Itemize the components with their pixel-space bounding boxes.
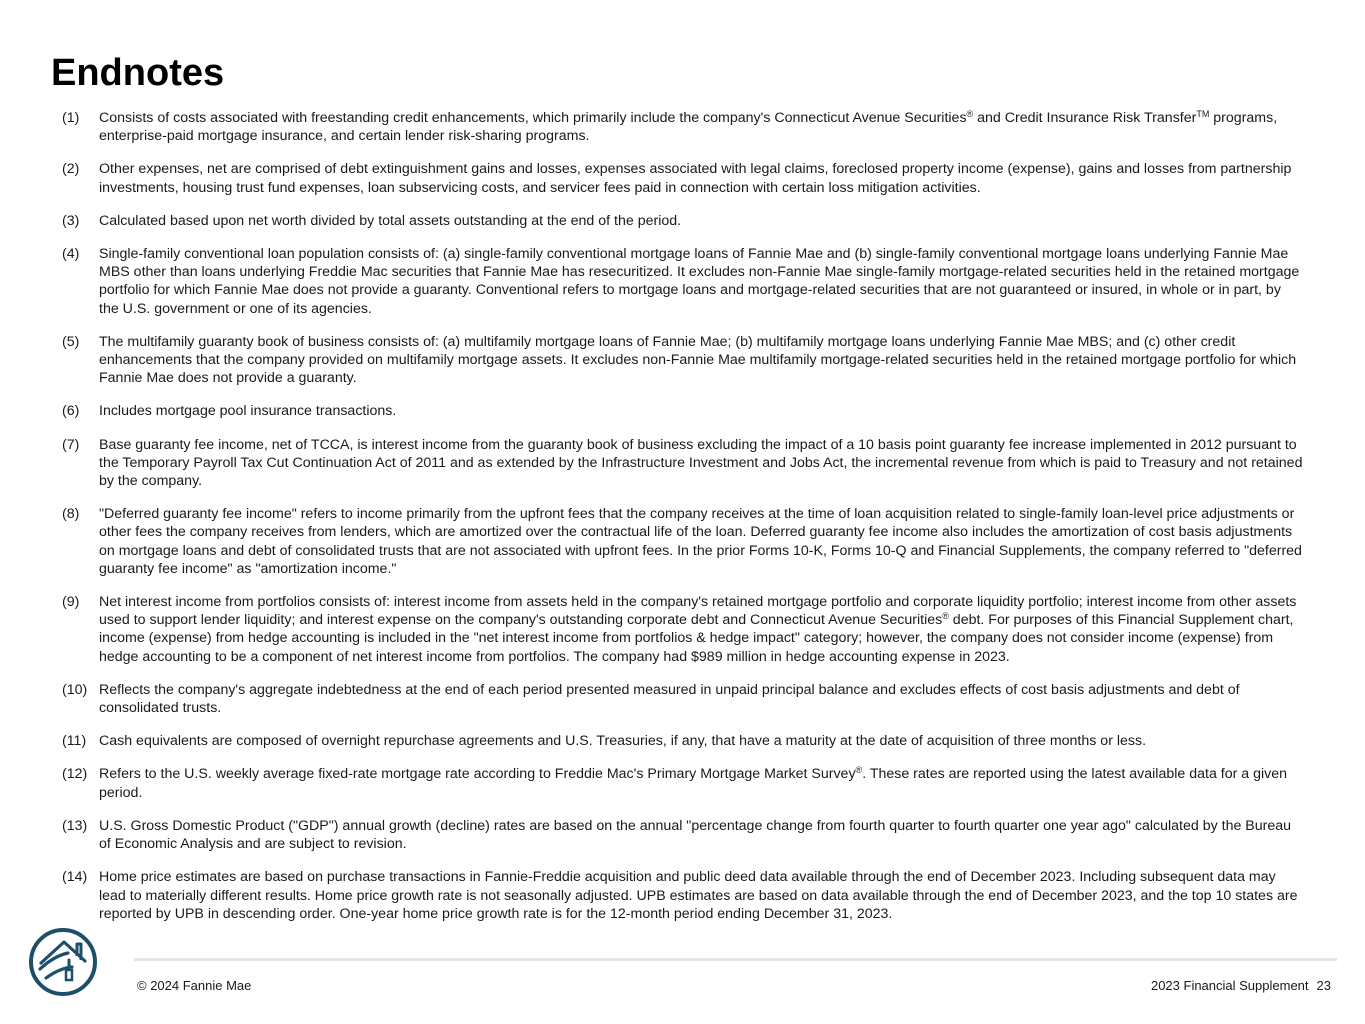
- endnote-text: [99, 333, 1304, 388]
- endnote-text-segment: Calculated based upon net worth divided by total assets outstanding at the end of the period.: [99, 212, 682, 229]
- endnote-text-segment: Home price estimates are based on purchase transactions in Fannie-Freddie acquisition and public deed data available through the end of December 2023. Including subsequent data may lead to materially different results. Home price growth rate is not seasonally adjusted. UPB estimates are based on data available through the end of December 2023, and the top 10 states are reported by UPB in descending order. One-year home price growth rate is for the 12-month period ending December 31, 2023.: [99, 869, 1298, 922]
- endnote-text: [99, 212, 1304, 230]
- endnote-text-segment: programs, enterprise-paid mortgage insurance, and certain lender risk-sharing programs.: [99, 110, 1278, 145]
- fannie-mae-logo-icon: [27, 926, 99, 998]
- endnote-text: [99, 593, 1304, 666]
- endnote-number: (8): [62, 506, 80, 523]
- trademark-superscript: ®: [855, 765, 863, 776]
- endnote-text: [99, 109, 1304, 145]
- endnote-item: [62, 732, 1304, 750]
- endnote-number: (13): [62, 817, 88, 834]
- endnote-text-segment: . These rates are reported using the latest available data for a given period.: [99, 766, 1288, 801]
- endnote-item: [62, 681, 1304, 717]
- endnote-text: [99, 681, 1304, 717]
- endnote-text-segment: Cash equivalents are composed of overnight repurchase agreements and U.S. Treasuries, if any, that have a maturity at the date of acquisition of three months or less.: [99, 733, 1147, 750]
- endnote-number: (3): [62, 212, 80, 229]
- endnote-number: (10): [62, 681, 88, 698]
- endnote-item: [62, 593, 1304, 666]
- page-title: Endnotes: [51, 52, 225, 94]
- endnote-item: [62, 868, 1304, 923]
- endnote-text-segment: U.S. Gross Domestic Product ("GDP") annual growth (decline) rates are based on the annual "percentage change from fourth quarter to fourth quarter one year ago" calculated by the Bureau of Economic Analysis and are subject to revision.: [99, 817, 1292, 853]
- trademark-superscript: TM: [1196, 109, 1210, 119]
- endnote-text-segment: The multifamily guaranty book of business consists of: (a) multifamily mortgage loans of Fannie Mae; (b) multifamily mortgage loans underlying Fannie Mae MBS; and (c) other credit enhancements that the company provided on multifamily mortgage assets. It excludes non-Fannie Mae multifamily mortgage-related securities held in the retained mortgage portfolio for which Fannie Mae does not provide a guaranty.: [99, 333, 1297, 387]
- endnote-text-segment: Base guaranty fee income, net of TCCA, is interest income from the guaranty book of business excluding the impact of a 10 basis point guaranty fee increase implemented in 2012 pursuant to the Temporary Payroll Tax Cut Continuation Act of 2011 and as extended by the Infrastructure Investment and Jobs Act, the incremental revenue from which is paid to Treasury and not retained by the company.: [99, 436, 1303, 490]
- endnote-text: [99, 868, 1304, 923]
- endnote-item: [62, 436, 1304, 491]
- endnote-item: [62, 765, 1304, 801]
- endnote-text-segment: Consists of costs associated with freestanding credit enhancements, which primarily include the company's Connecticut Avenue Securities: [99, 110, 967, 126]
- endnote-item: [62, 245, 1304, 318]
- endnote-text-segment: Refers to the U.S. weekly average fixed-rate mortgage rate according to Freddie Mac's Primary Mortgage Market Survey: [99, 766, 856, 783]
- endnote-text: [99, 765, 1304, 801]
- endnote-text: [99, 402, 1304, 420]
- endnote-number: (5): [62, 333, 80, 350]
- endnote-item: [62, 402, 1304, 420]
- endnote-number: (12): [62, 766, 88, 783]
- endnote-item: [62, 505, 1304, 578]
- endnote-number: (11): [62, 733, 87, 750]
- endnote-number: (2): [62, 161, 80, 178]
- endnote-number: (9): [62, 594, 80, 611]
- endnotes-list: [62, 109, 1304, 938]
- footer-divider: [134, 958, 1337, 961]
- footer-copyright: © 2024 Fannie Mae: [137, 978, 252, 993]
- endnote-number: (7): [62, 436, 80, 453]
- endnote-item: [62, 817, 1304, 853]
- endnote-number: (4): [62, 246, 80, 263]
- endnote-item: [62, 160, 1304, 196]
- endnote-text: [99, 245, 1304, 318]
- endnote-text: [99, 160, 1304, 196]
- endnote-text-segment: and Credit Insurance Risk Transfer: [973, 110, 1197, 126]
- endnote-number: (6): [62, 403, 80, 420]
- endnote-text-segment: Other expenses, net are comprised of debt extinguishment gains and losses, expenses associated with legal claims, foreclosed property income (expense), gains and losses from partnership investments, housing trust fund expenses, loan subservicing costs, and servicer fees paid in connection with certain loss mitigation activities.: [99, 161, 1292, 196]
- endnote-text-segment: Reflects the company's aggregate indebtedness at the end of each period presented measured in unpaid principal balance and excludes effects of cost basis adjustments and debt of consolidated trusts.: [99, 681, 1240, 717]
- endnote-item: [62, 212, 1304, 230]
- page-number: 23: [1316, 978, 1331, 993]
- endnote-text-segment: Net interest income from portfolios consists of: interest income from assets held in the company's retained mortgage portfolio and corporate liquidity portfolio; interest income from other assets used to support lender liquidity; and interest expense on the company's outstanding corporate debt and Connecticut Avenue Securities: [99, 594, 1297, 629]
- endnote-item: [62, 333, 1304, 388]
- endnote-number: (14): [62, 869, 88, 886]
- endnote-text-segment: Includes mortgage pool insurance transactions.: [99, 403, 397, 420]
- endnote-text-segment: "Deferred guaranty fee income" refers to income primarily from the upfront fees that the company receives at the time of loan acquisition related to single-family loan-level price adjustments or other fees the company receives from lenders, which are amortized over the contractual life of the loan. Deferred guaranty fee income also includes the amortization of cost basis adjustments on mortgage loans and debt of consolidated trusts that are not associated with upfront fees. In the prior Forms 10-K, Forms 10-Q and Financial Supplements, the company referred to "deferred guaranty fee income" as "amortization income.": [99, 506, 1302, 577]
- footer-document-info: [1151, 978, 1331, 993]
- endnote-text: [99, 436, 1304, 491]
- endnote-text: [99, 817, 1304, 853]
- endnote-text: [99, 505, 1304, 578]
- endnote-number: (1): [62, 110, 80, 126]
- endnote-text-segment: debt. For purposes of this Financial Supplement chart, income (expense) from hedge accounting is included in the "net interest income from portfolios & hedge impact" category; however, the company does not consider income (expense) from hedge accounting to be a component of net interest income from portfolios. The company had $989 million in hedge accounting expense in 2023.: [99, 612, 1294, 665]
- trademark-superscript: ®: [966, 109, 974, 119]
- endnote-text: [99, 732, 1304, 750]
- endnote-text-segment: Single-family conventional loan population consists of: (a) single-family conventional mortgage loans of Fannie Mae and (b) single-family conventional mortgage loans underlying Fannie Mae MBS other than loans underlying Freddie Mac securities that Fannie Mae has resecuritized. It excludes non-Fannie Mae single-family mortgage-related securities held in the retained mortgage portfolio for which Fannie Mae does not provide a guaranty. Conventional refers to mortgage loans and mortgage-related securities that are not guaranteed or insured, in whole or in part, by the U.S. government or one of its agencies.: [99, 246, 1300, 317]
- footer-document-title: 2023 Financial Supplement: [1150, 978, 1309, 993]
- trademark-superscript: ®: [942, 611, 949, 622]
- endnote-item: [62, 109, 1304, 145]
